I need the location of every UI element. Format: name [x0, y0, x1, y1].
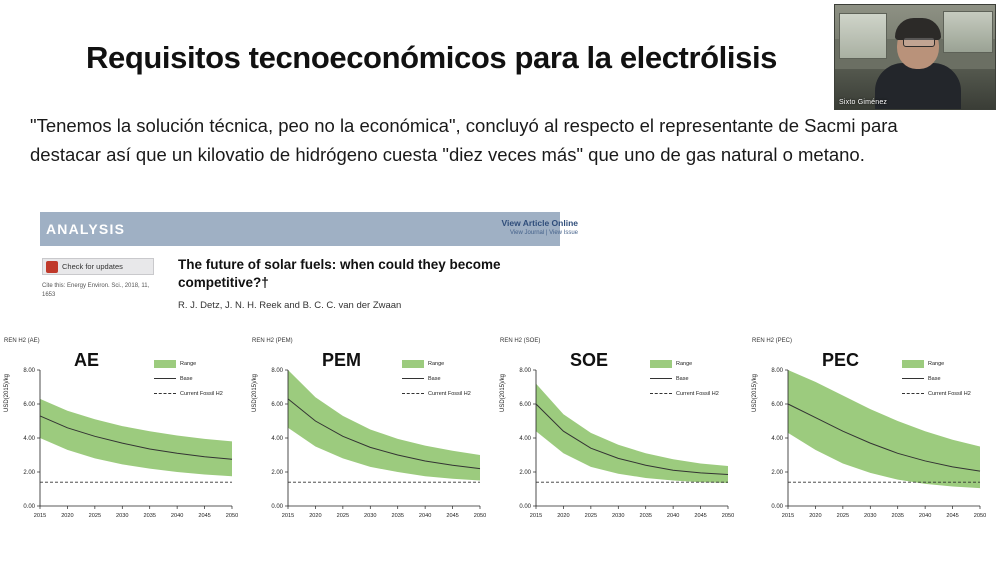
chart-x-tick-label: 2050 [721, 513, 734, 519]
legend-label-base: Base [928, 375, 941, 382]
chart-y-axis-label: USD(2015)/kg [252, 373, 258, 412]
chart-panel-pem [248, 336, 492, 532]
chart-range-band [40, 399, 232, 476]
webcam-person-glasses [903, 37, 935, 47]
chart-panel-id: REN H2 (AE) [4, 338, 40, 344]
chart-x-tick-label: 2020 [309, 513, 322, 519]
chart-x-tick-label: 2045 [946, 513, 959, 519]
chart-x-tick-label: 2030 [612, 513, 625, 519]
legend-label-fossil: Current Fossil H2 [428, 390, 471, 397]
chart-x-tick-label: 2035 [391, 513, 404, 519]
legend-label-range: Range [428, 360, 445, 367]
chart-y-tick-label: 8.00 [271, 368, 283, 375]
chart-range-band [288, 370, 480, 481]
chart-x-tick-label: 2040 [170, 513, 184, 519]
chart-x-tick-label: 2050 [473, 513, 486, 519]
chart-x-tick-label: 2015 [281, 513, 295, 519]
chart-y-axis-label: USD(2015)/kg [500, 373, 506, 412]
chart-x-tick-label: 2020 [61, 513, 74, 519]
chart-y-tick-label: 8.00 [519, 368, 531, 375]
webcam-person-body [875, 63, 961, 110]
webcam-window-left [839, 13, 887, 59]
legend-label-range: Range [180, 360, 197, 367]
chart-x-tick-label: 2035 [891, 513, 904, 519]
chart-y-tick-label: 4.00 [271, 436, 283, 443]
chart-y-tick-label: 2.00 [519, 470, 531, 477]
chart-y-tick-label: 2.00 [23, 470, 35, 477]
chart-y-tick-label: 0.00 [23, 504, 35, 511]
chart-svg [754, 360, 986, 528]
chart-x-tick-label: 2035 [143, 513, 156, 519]
chart-x-tick-label: 2015 [781, 513, 795, 519]
journal-article-header [30, 212, 590, 322]
chart-x-tick-label: 2020 [809, 513, 822, 519]
legend-label-base: Base [428, 375, 441, 382]
chart-svg [6, 360, 238, 528]
chart-x-tick-label: 2025 [88, 513, 102, 519]
body-paragraph: "Tenemos la solución técnica, peo no la económica", concluyó al respecto el representante de Sacmi para destacar así que un kilovatio de hidrógeno cuesta "diez veces más" que uno de gas natural o metano. [30, 115, 898, 165]
legend-label-range: Range [676, 360, 693, 367]
chart-y-tick-label: 6.00 [519, 402, 531, 409]
chart-x-tick-label: 2025 [584, 513, 598, 519]
article-title: The future of solar fuels: when could they become competitive?† [178, 257, 501, 291]
legend-label-base: Base [676, 375, 689, 382]
chart-y-tick-label: 6.00 [23, 402, 35, 409]
chart-y-axis-label: USD(2015)/kg [752, 373, 758, 412]
crossmark-icon [46, 261, 58, 273]
chart-svg [502, 360, 734, 528]
chart-plot-area [502, 360, 734, 528]
article-authors [178, 300, 558, 311]
chart-x-tick-label: 2015 [529, 513, 543, 519]
chart-y-tick-label: 2.00 [771, 470, 783, 477]
authors-text: R. J. Detz, J. N. H. Reek and B. C. C. van der Zwaan [178, 300, 402, 311]
chart-x-tick-label: 2030 [364, 513, 377, 519]
legend-label-fossil: Current Fossil H2 [928, 390, 971, 397]
page-title: Requisitos tecnoeconómicos para la electrólisis [86, 40, 777, 75]
webcam-participant-name: Sixto Giménez [839, 99, 888, 106]
chart-x-tick-label: 2025 [336, 513, 350, 519]
chart-y-tick-label: 6.00 [771, 402, 783, 409]
chart-x-tick-label: 2045 [198, 513, 211, 519]
webcam-window-right [943, 11, 993, 53]
webcam-video-overlay[interactable] [834, 4, 996, 110]
chart-x-tick-label: 2050 [973, 513, 986, 519]
chart-x-tick-label: 2040 [666, 513, 680, 519]
chart-svg [254, 360, 486, 528]
chart-x-tick-label: 2045 [446, 513, 459, 519]
chart-x-tick-label: 2015 [33, 513, 47, 519]
chart-x-tick-label: 2040 [418, 513, 432, 519]
legend-label-range: Range [928, 360, 945, 367]
chart-y-tick-label: 6.00 [271, 402, 283, 409]
chart-range-band [788, 370, 980, 488]
view-article-online-link[interactable] [501, 218, 578, 236]
chart-x-tick-label: 2020 [557, 513, 570, 519]
chart-panel-id: REN H2 (PEM) [252, 338, 293, 344]
chart-plot-area [6, 360, 238, 528]
check-for-updates-badge[interactable] [42, 258, 154, 275]
chart-panel-soe [496, 336, 740, 532]
citation-text: Cite this: Energy Environ. Sci., 2018, 11, 1653 [42, 283, 150, 298]
check-for-updates-label: Check for updates [62, 262, 123, 271]
chart-x-tick-label: 2030 [116, 513, 129, 519]
chart-x-tick-label: 2045 [694, 513, 707, 519]
chart-y-tick-label: 8.00 [23, 368, 35, 375]
chart-y-tick-label: 4.00 [23, 436, 35, 443]
chart-y-tick-label: 0.00 [519, 504, 531, 511]
chart-panel-id: REN H2 (PEC) [752, 338, 793, 344]
chart-x-tick-label: 2050 [225, 513, 238, 519]
chart-panel-ae [0, 336, 244, 532]
charts-row [0, 336, 1000, 546]
chart-y-tick-label: 0.00 [771, 504, 783, 511]
chart-plot-area [754, 360, 986, 528]
chart-y-tick-label: 8.00 [771, 368, 783, 375]
chart-plot-area [254, 360, 486, 528]
legend-label-base: Base [180, 375, 193, 382]
analysis-label: ANALYSIS [46, 221, 126, 237]
chart-y-tick-label: 4.00 [771, 436, 783, 443]
chart-panel-pec [748, 336, 992, 532]
chart-y-tick-label: 0.00 [271, 504, 283, 511]
chart-x-tick-label: 2035 [639, 513, 652, 519]
chart-panel-title: PEC [822, 350, 860, 370]
chart-range-band [536, 384, 728, 483]
chart-panel-id: REN H2 (SOE) [500, 338, 541, 344]
chart-panel-title: PEM [322, 350, 362, 370]
legend-label-fossil: Current Fossil H2 [180, 390, 223, 397]
chart-y-axis-label: USD(2015)/kg [4, 373, 10, 412]
chart-y-tick-label: 2.00 [271, 470, 283, 477]
view-article-label: View Article Online [501, 218, 578, 228]
chart-x-tick-label: 2040 [918, 513, 932, 519]
chart-panel-title: AE [74, 350, 100, 370]
chart-y-tick-label: 4.00 [519, 436, 531, 443]
chart-panel-title: SOE [570, 350, 609, 370]
chart-x-tick-label: 2030 [864, 513, 877, 519]
legend-label-fossil: Current Fossil H2 [676, 390, 719, 397]
chart-x-tick-label: 2025 [836, 513, 850, 519]
view-journal-issue-links[interactable]: View Journal | View Issue [509, 230, 578, 236]
